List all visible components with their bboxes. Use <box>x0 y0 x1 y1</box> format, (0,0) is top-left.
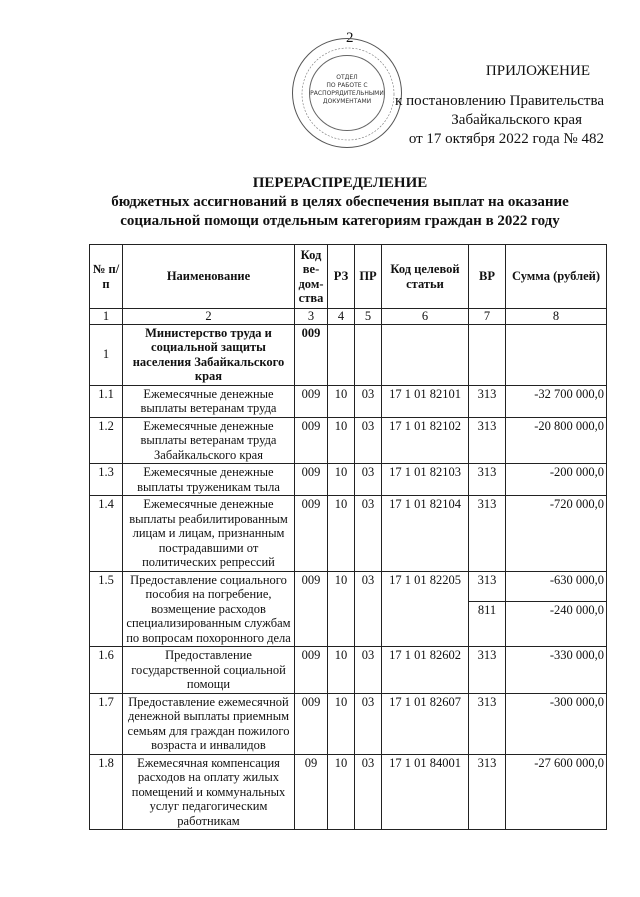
row-name: Ежемесячные денежные выплаты труженикам тыла <box>123 464 295 496</box>
row-vr: 313 <box>469 385 506 417</box>
row-csr: 17 1 01 82102 <box>382 417 469 464</box>
row-ved: 009 <box>295 385 328 417</box>
row-sum <box>506 324 607 385</box>
row-rz: 10 <box>328 571 355 647</box>
table-row <box>90 464 607 496</box>
row-rz: 10 <box>328 464 355 496</box>
row-num: 1.6 <box>90 647 123 694</box>
row-name: Предоставление государственной социальной помощи <box>123 647 295 694</box>
header-rz: РЗ <box>328 245 355 309</box>
header-csr: Код целевой статьи <box>382 245 469 309</box>
row-sum: -20 800 000,0 <box>506 417 607 464</box>
header-ved: Код ве-дом-ства <box>295 245 328 309</box>
row-pr: 03 <box>355 647 382 694</box>
row-vr: 313 <box>469 417 506 464</box>
row-vr: 313 <box>469 496 506 572</box>
stamp-line: ОТДЕЛ <box>336 74 358 81</box>
stamp-line: ДОКУМЕНТАМИ <box>322 98 372 105</box>
column-number-row <box>90 309 607 325</box>
row-pr: 03 <box>355 693 382 754</box>
header-pr: ПР <box>355 245 382 309</box>
row-pr: 03 <box>355 496 382 572</box>
col-number: 5 <box>355 309 382 325</box>
row-ved: 009 <box>295 496 328 572</box>
row-rz: 10 <box>328 417 355 464</box>
region-line: Забайкальского края <box>451 112 582 128</box>
row-rz: 10 <box>328 693 355 754</box>
row-num: 1.8 <box>90 754 123 830</box>
row-ved: 009 <box>295 571 328 647</box>
stamp-line: ПО РАБОТЕ С <box>326 82 368 89</box>
row-num: 1.7 <box>90 693 123 754</box>
row-pr: 03 <box>355 385 382 417</box>
col-number: 3 <box>295 309 328 325</box>
row-name: Ежемесячная компенсация расходов на оплату жилых помещений и коммунальных услуг педагогическим работникам <box>123 754 295 830</box>
table-header-row <box>90 245 607 309</box>
allocation-table <box>89 244 607 830</box>
row-ved: 009 <box>295 464 328 496</box>
row-pr: 03 <box>355 571 382 647</box>
header-name: Наименование <box>123 245 295 309</box>
row-vr: 313 <box>469 464 506 496</box>
table-row <box>90 385 607 417</box>
row-rz: 10 <box>328 647 355 694</box>
title-sub-1: бюджетных ассигнований в целях обеспечения выплат на оказание <box>111 194 569 210</box>
row-csr: 17 1 01 82602 <box>382 647 469 694</box>
row-rz: 10 <box>328 754 355 830</box>
row-rz <box>328 324 355 385</box>
row-csr: 17 1 01 82607 <box>382 693 469 754</box>
row-sum: -630 000,0 <box>506 571 607 601</box>
row-pr: 03 <box>355 417 382 464</box>
row-name: Ежемесячные денежные выплаты ветеранам труда <box>123 385 295 417</box>
row-vr: 313 <box>469 571 506 601</box>
row-vr: 313 <box>469 647 506 694</box>
header-num: № п/п <box>90 245 123 309</box>
row-csr: 17 1 01 82205 <box>382 571 469 647</box>
row-ved: 009 <box>295 324 328 385</box>
title-sub-2: социальной помощи отдельным категориям граждан в 2022 году <box>120 213 560 229</box>
row-csr: 17 1 01 82104 <box>382 496 469 572</box>
row-sum: -300 000,0 <box>506 693 607 754</box>
row-vr <box>469 324 506 385</box>
table-row <box>90 496 607 572</box>
row-csr: 17 1 01 84001 <box>382 754 469 830</box>
appendix-header <box>354 62 604 149</box>
row-num: 1.1 <box>90 385 123 417</box>
resolution-line: к постановлению Правительства <box>395 93 604 109</box>
row-name: Ежемесячные денежные выплаты реабилитированным лицам и лицам, признанным пострадавшими от политических репрессий <box>123 496 295 572</box>
row-pr: 03 <box>355 464 382 496</box>
row-sum: -720 000,0 <box>506 496 607 572</box>
appendix-label: ПРИЛОЖЕНИЕ <box>485 63 590 79</box>
row-name: Предоставление социального пособия на погребение, возмещение расходов специализированным службам по вопросам похоронного дела <box>123 571 295 647</box>
col-number: 1 <box>90 309 123 325</box>
row-name: Ежемесячные денежные выплаты ветеранам труда Забайкальского края <box>123 417 295 464</box>
page-number: 2 <box>346 30 354 46</box>
row-sum: -27 600 000,0 <box>506 754 607 830</box>
row-name: Предоставление ежемесячной денежной выплаты приемным семьям для граждан пожилого возраста и инвалидов <box>123 693 295 754</box>
row-vr: 313 <box>469 754 506 830</box>
row-name: Министерство труда и социальной защиты населения Забайкальского края <box>123 324 295 385</box>
col-number: 4 <box>328 309 355 325</box>
header-vr: ВР <box>469 245 506 309</box>
row-ved: 009 <box>295 693 328 754</box>
table-row <box>90 647 607 694</box>
col-number: 2 <box>123 309 295 325</box>
row-sum: -330 000,0 <box>506 647 607 694</box>
row-ved: 009 <box>295 417 328 464</box>
row-num: 1 <box>90 324 123 385</box>
col-number: 6 <box>382 309 469 325</box>
row-pr <box>355 324 382 385</box>
title-main: ПЕРЕРАСПРЕДЕЛЕНИЕ <box>252 175 428 191</box>
row-vr: 313 <box>469 693 506 754</box>
table-row <box>90 417 607 464</box>
row-rz: 10 <box>328 496 355 572</box>
row-sum: -200 000,0 <box>506 464 607 496</box>
row-sum: -240 000,0 <box>506 601 607 647</box>
table-row <box>90 324 607 385</box>
document-title <box>80 174 600 231</box>
row-ved: 09 <box>295 754 328 830</box>
row-ved: 009 <box>295 647 328 694</box>
date-line: от 17 октября 2022 года № 482 <box>408 131 604 147</box>
row-rz: 10 <box>328 385 355 417</box>
row-num: 1.4 <box>90 496 123 572</box>
row-num: 1.3 <box>90 464 123 496</box>
col-number: 8 <box>506 309 607 325</box>
row-pr: 03 <box>355 754 382 830</box>
row-csr: 17 1 01 82101 <box>382 385 469 417</box>
row-num: 1.2 <box>90 417 123 464</box>
col-number: 7 <box>469 309 506 325</box>
table-row <box>90 754 607 830</box>
stamp-line: РАСПОРЯДИТЕЛЬНЫМИ <box>310 90 384 97</box>
row-num: 1.5 <box>90 571 123 647</box>
table-row <box>90 693 607 754</box>
row-sum: -32 700 000,0 <box>506 385 607 417</box>
row-vr: 811 <box>469 601 506 647</box>
table-row <box>90 571 607 601</box>
header-sum: Сумма (рублей) <box>506 245 607 309</box>
row-csr <box>382 324 469 385</box>
row-csr: 17 1 01 82103 <box>382 464 469 496</box>
